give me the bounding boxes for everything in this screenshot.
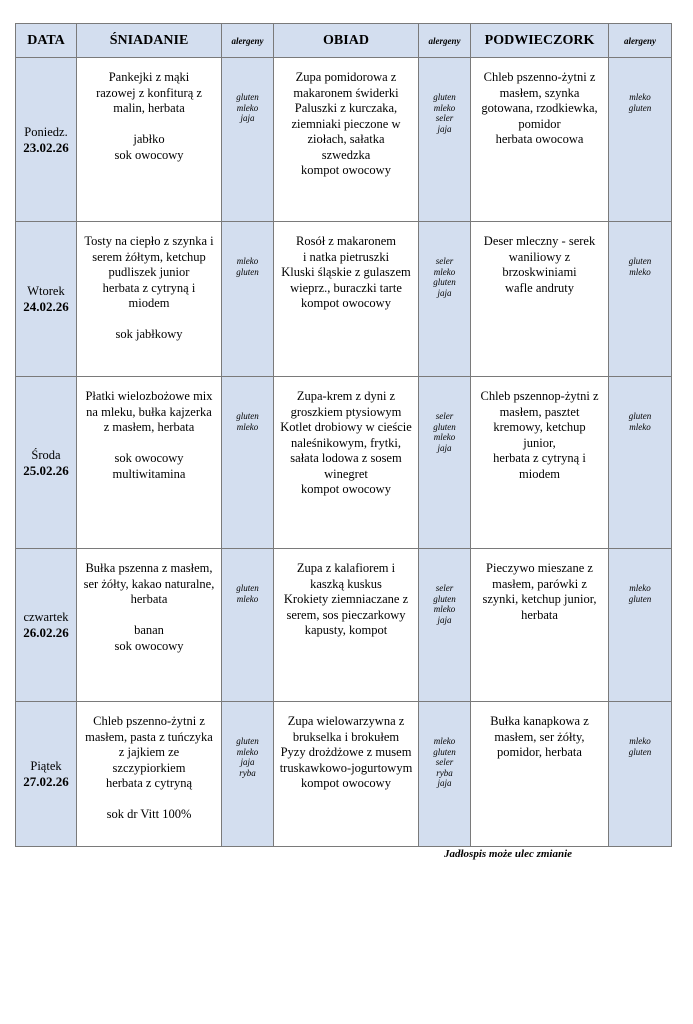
menu-line: ser żółty, kakao naturalne, [83, 576, 215, 591]
menu-line: kapusty, kompot [304, 623, 388, 637]
day-name: czwartek [23, 610, 69, 624]
header-date: DATA [16, 24, 77, 58]
day-date: 27.02.26 [23, 774, 69, 789]
menu-line: pomidor, herbata [497, 745, 582, 759]
menu-line: Zupa wielowarzywna z [287, 714, 405, 728]
menu-line: masłem, pasztet [499, 404, 580, 419]
allergen-item: mleko [629, 266, 651, 277]
menu-line: sok dr Vitt 100% [106, 807, 192, 821]
menu-line: szczypiorkiem [112, 760, 186, 775]
snack-cell [471, 549, 609, 702]
allergen-item: gluten [628, 256, 652, 266]
header-breakfast: ŚNIADANIE [77, 24, 222, 58]
allergen-item: seler [435, 256, 454, 266]
lunch-cell [274, 377, 419, 549]
breakfast-allergens-cell [222, 702, 274, 847]
header-allergens-lunch: alergeny [419, 24, 471, 58]
allergen-item: gluten [433, 421, 456, 432]
breakfast-allergens-cell [222, 377, 274, 549]
allergen-item: mleko [236, 102, 259, 113]
menu-line: makaronem świderki [293, 85, 399, 100]
menu-line: pomidor [518, 116, 561, 131]
breakfast-cell [77, 377, 222, 549]
day-date: 26.02.26 [23, 625, 69, 640]
snack-cell [471, 377, 609, 549]
menu-line: Zupa pomidorowa z [295, 70, 397, 84]
menu-line: Zupa z kalafiorem i [296, 561, 396, 575]
menu-line: Deser mleczny - serek [483, 234, 596, 248]
allergen-item: gluten [628, 102, 652, 113]
allergen-item: mleko [433, 432, 456, 442]
menu-line: sok owocowy [114, 451, 184, 465]
snack-allergens-cell [609, 222, 672, 377]
menu-line: szynki, ketchup junior, [482, 592, 597, 606]
menu-line: razowej z konfiturą z [96, 85, 202, 100]
menu-line: kaszką kuskus [310, 576, 382, 591]
lunch-cell [274, 222, 419, 377]
day-row [16, 377, 672, 549]
menu-table [15, 23, 672, 847]
menu-line: truskawkowo-jogurtowym [279, 760, 413, 775]
menu-line: jabłko [133, 132, 165, 146]
snack-cell [471, 58, 609, 222]
day-date: 24.02.26 [23, 299, 69, 314]
menu-line: na mleku, bułka kajzerka [86, 404, 212, 419]
menu-line: herbata z cytryną i [102, 280, 196, 295]
menu-line: miodem [128, 296, 170, 310]
day-cell [16, 549, 77, 702]
allergen-item: gluten [628, 411, 652, 421]
allergen-item: seler [435, 757, 454, 767]
header-allergens-breakfast: alergeny [222, 24, 274, 58]
menu-line: z jajkiem ze [118, 745, 180, 759]
menu-line: brukselka i brokułem [292, 729, 400, 744]
allergen-item: gluten [433, 277, 456, 287]
allergen-item: gluten [236, 411, 259, 421]
allergen-item: jaja [437, 778, 452, 788]
breakfast-cell [77, 222, 222, 377]
menu-line: Tosty na ciepło z szynka i [84, 234, 214, 248]
menu-line: Pieczywo mieszane z [486, 561, 593, 575]
breakfast-allergens-cell [222, 549, 274, 702]
menu-line [79, 117, 219, 133]
snack-allergens-cell [609, 58, 672, 222]
menu-line: herbata owocowa [495, 132, 584, 146]
lunch-cell [274, 58, 419, 222]
menu-line: miodem [519, 466, 560, 481]
day-cell [16, 222, 77, 377]
menu-line: masłem, szynka [499, 85, 580, 100]
allergen-item: jaja [437, 442, 452, 453]
day-cell [16, 377, 77, 549]
menu-line: banan [134, 623, 164, 637]
menu-line: wafle andruty [504, 280, 575, 295]
snack-allergens-cell [609, 702, 672, 847]
snack-allergens-cell [609, 549, 672, 702]
snack-cell [471, 702, 609, 847]
menu-line: junior, [523, 435, 556, 450]
allergen-item: gluten [433, 92, 456, 102]
allergen-item: mleko [433, 102, 456, 113]
menu-line: sałata lodowa z sosem [290, 451, 402, 465]
header-row [16, 24, 672, 58]
menu-line: Bułka pszenna z masłem, [85, 561, 213, 575]
menu-line [79, 792, 219, 808]
header-lunch: OBIAD [274, 24, 419, 58]
allergen-item: jaja [437, 123, 452, 134]
allergen-item: mleko [236, 256, 259, 266]
menu-line: brzoskwiniami [502, 265, 577, 279]
menu-line [79, 312, 219, 328]
lunch-allergens-cell [419, 549, 471, 702]
menu-line: sok jabłkowy [115, 327, 183, 341]
menu-line: Zupa-krem z dyni z [296, 389, 396, 403]
menu-line: herbata [521, 607, 558, 622]
allergen-item: mleko [629, 583, 651, 593]
day-row [16, 222, 672, 377]
menu-line: Pankejki z mąki [108, 70, 190, 84]
day-name: Poniedz. [24, 124, 68, 139]
allergen-item: mleko [629, 421, 651, 432]
breakfast-cell [77, 702, 222, 847]
allergen-item: mleko [629, 736, 651, 746]
menu-line: sok owocowy [114, 638, 184, 653]
footer-note: Jadłospis może ulec zmianie [444, 848, 573, 860]
menu-line: Pyzy drożdżowe z musem [280, 745, 412, 759]
allergen-item: jaja [437, 614, 452, 625]
allergen-item: mleko [236, 593, 259, 604]
menu-line: masłem, parówki z [492, 576, 587, 591]
allergen-item: mleko [236, 421, 259, 432]
menu-line: multiwitamina [112, 466, 186, 481]
menu-line: masłem, ser żółty, [494, 729, 585, 744]
breakfast-cell [77, 58, 222, 222]
allergen-item: gluten [433, 593, 456, 604]
allergen-item: jaja [240, 113, 255, 123]
day-date: 23.02.26 [23, 139, 69, 155]
day-date: 25.02.26 [23, 462, 69, 478]
menu-line: Kotlet drobiowy w cieście [280, 420, 412, 434]
menu-line: masłem, pasta z tuńczyka [85, 729, 213, 744]
allergen-item: seler [435, 411, 454, 421]
lunch-cell [274, 549, 419, 702]
menu-line: malin, herbata [113, 101, 185, 115]
menu-line: serem żółtym, ketchup [92, 249, 206, 264]
menu-line: kompot owocowy [301, 296, 391, 310]
breakfast-allergens-cell [222, 58, 274, 222]
menu-line: herbata z cytryną [105, 776, 193, 790]
allergen-item: jaja [240, 757, 255, 767]
lunch-allergens-cell [419, 377, 471, 549]
menu-line: Rosół z makaronem [296, 234, 396, 248]
menu-body [16, 58, 672, 847]
menu-line: Płatki wielozbożowe mix [85, 389, 213, 403]
allergen-item: gluten [628, 746, 652, 757]
menu-line: pudliszek junior [108, 265, 190, 279]
menu-line: Paluszki z kurczaka, [294, 101, 398, 115]
allergen-item: gluten [236, 583, 259, 593]
allergen-item: mleko [236, 746, 259, 757]
menu-line: wieprz., buraczki tarte [290, 280, 402, 295]
allergen-item: gluten [236, 92, 259, 102]
menu-line: winegret [324, 466, 368, 481]
menu-line: ziołach, sałatka [307, 132, 385, 146]
menu-line: groszkiem ptysiowym [290, 404, 402, 419]
menu-line: Krokiety ziemniaczane z [283, 592, 409, 606]
allergen-item: gluten [236, 266, 259, 277]
day-row [16, 58, 672, 222]
menu-line: Kluski śląskie z gulaszem [281, 265, 411, 279]
snack-allergens-cell [609, 377, 672, 549]
lunch-allergens-cell [419, 702, 471, 847]
menu-line: sok owocowy [114, 147, 184, 162]
menu-line: Bułka kanapkowa z [490, 714, 589, 728]
allergen-item: ryba [436, 767, 453, 778]
menu-line: ziemniaki pieczone w [291, 116, 401, 131]
allergen-item: gluten [628, 593, 652, 604]
allergen-item: ryba [239, 767, 256, 778]
menu-line: gotowana, rzodkiewka, [481, 101, 598, 115]
lunch-allergens-cell [419, 222, 471, 377]
day-name: Wtorek [27, 284, 65, 298]
menu-line: Chleb pszenno-żytni z [483, 70, 596, 84]
menu-line: serem, sos pieczarkowy [286, 607, 406, 622]
menu-line: Chleb pszennop-żytni z [480, 389, 599, 403]
menu-line: kompot owocowy [301, 482, 391, 496]
day-row [16, 549, 672, 702]
day-cell [16, 702, 77, 847]
allergen-item: seler [435, 113, 454, 123]
allergen-item: mleko [629, 92, 651, 102]
menu-line: z masłem, herbata [103, 420, 195, 434]
day-cell [16, 58, 77, 222]
allergen-item: jaja [437, 287, 452, 298]
menu-line: herbata [130, 592, 168, 606]
allergen-item: gluten [236, 736, 259, 746]
allergen-item: mleko [433, 736, 456, 746]
header-allergens-snack: alergeny [609, 24, 672, 58]
breakfast-allergens-cell [222, 222, 274, 377]
menu-line: kompot owocowy [301, 776, 391, 790]
lunch-allergens-cell [419, 58, 471, 222]
menu-line: naleśnikowym, frytki, [290, 435, 402, 450]
header-snack: PODWIECZORK [471, 24, 609, 58]
allergen-item: seler [435, 583, 454, 593]
allergen-item: mleko [433, 266, 456, 277]
menu-line: kremowy, ketchup [493, 420, 586, 434]
menu-line: Chleb pszenno-żytni z [93, 714, 205, 728]
menu-line: i natka pietruszki [302, 249, 390, 264]
menu-line: szwedzka [321, 147, 371, 162]
menu-line [79, 436, 219, 452]
menu-line: waniliowy z [508, 249, 571, 264]
menu-line: herbata z cytryną i [493, 451, 586, 465]
allergen-item: gluten [433, 746, 456, 757]
snack-cell [471, 222, 609, 377]
lunch-cell [274, 702, 419, 847]
allergen-item: mleko [433, 604, 456, 614]
breakfast-cell [77, 549, 222, 702]
day-row [16, 702, 672, 847]
menu-line [79, 608, 219, 624]
day-name: Piątek [30, 759, 62, 773]
menu-line: kompot owocowy [301, 163, 391, 177]
day-name: Środa [31, 447, 61, 462]
